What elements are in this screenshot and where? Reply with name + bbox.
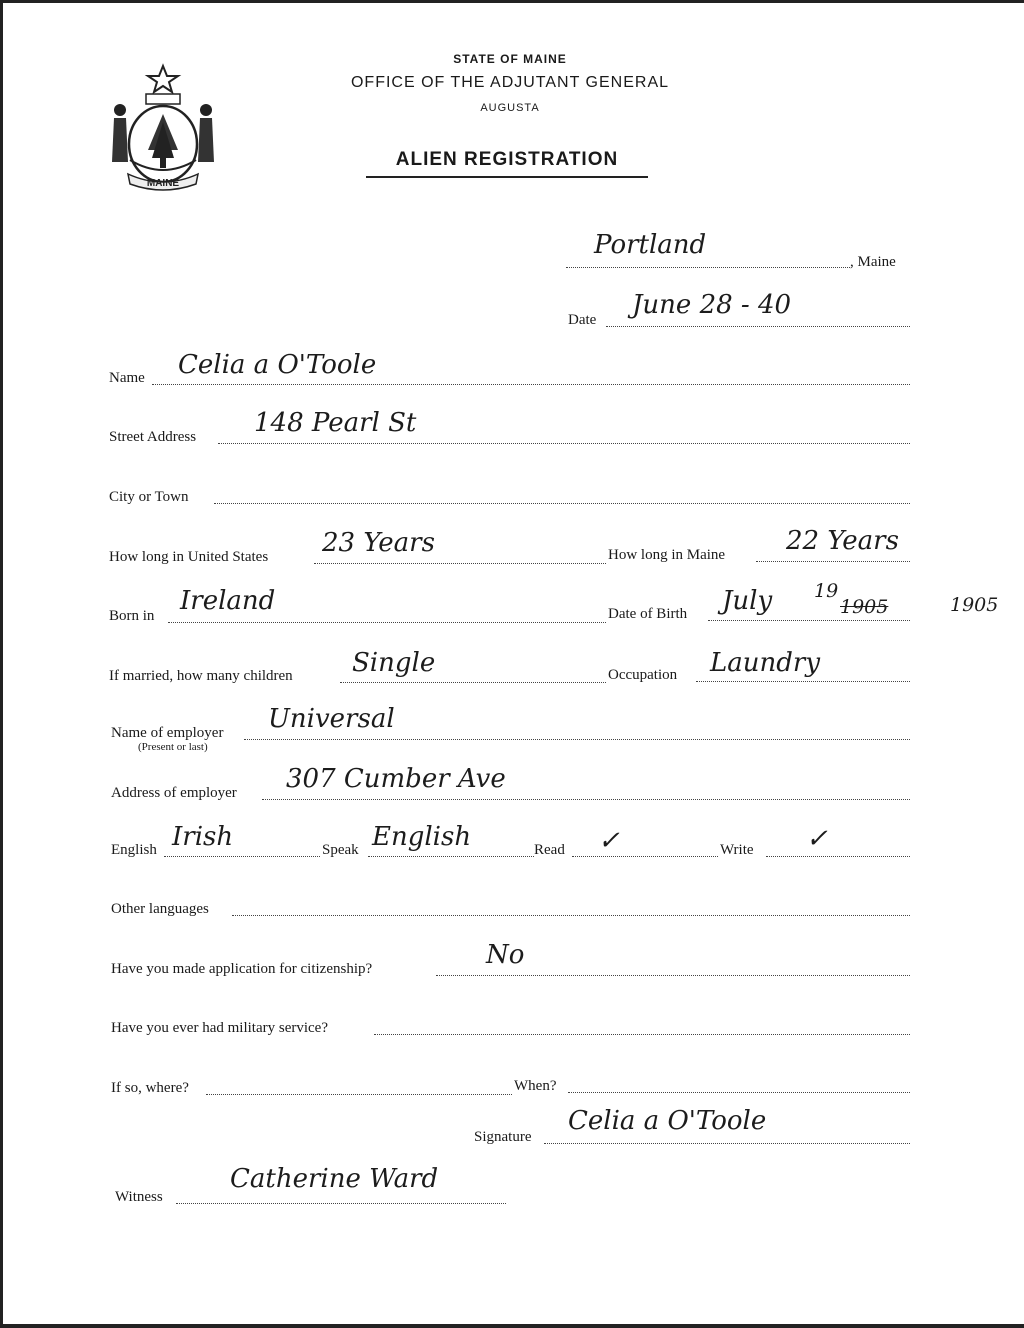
how-long-us-line	[314, 563, 606, 564]
write-line	[766, 856, 910, 857]
how-long-us-label: How long in United States	[109, 549, 269, 565]
military-label: Have you ever had military service?	[111, 1020, 328, 1036]
signature-label: Signature	[474, 1129, 532, 1145]
english-label: English	[111, 842, 157, 858]
employer-address-value: 307 Cumber Ave	[286, 764, 506, 794]
employer-name-line	[244, 739, 910, 740]
write-label: Write	[720, 842, 754, 858]
read-label: Read	[534, 842, 565, 858]
born-in-line	[168, 622, 606, 623]
scan-border-top	[0, 0, 1024, 3]
when-label: When?	[514, 1078, 557, 1094]
scan-border-bottom	[0, 1324, 1024, 1328]
write-value: ✓	[806, 824, 828, 854]
english-value: Irish	[172, 822, 234, 852]
street-address-label: Street Address	[109, 429, 197, 445]
signature-line	[544, 1143, 910, 1144]
when-line	[568, 1092, 910, 1093]
date-of-birth-year: 1905	[950, 594, 999, 616]
state-heading: STATE OF MAINE	[453, 52, 567, 66]
city-heading: AUGUSTA	[480, 102, 540, 114]
city-line	[566, 267, 850, 268]
read-line	[572, 856, 718, 857]
how-long-maine-line	[756, 561, 910, 562]
city-value: Portland	[594, 230, 707, 260]
citizenship-line	[436, 975, 910, 976]
title-underline	[366, 176, 648, 178]
city-or-town-line	[214, 503, 910, 504]
citizenship-label: Have you made application for citizenship?	[111, 961, 373, 977]
street-address-line	[218, 443, 910, 444]
speak-label: Speak	[322, 842, 359, 858]
name-value: Celia a O'Toole	[178, 350, 377, 380]
employer-note: (Present or last)	[138, 741, 208, 753]
witness-line	[176, 1203, 506, 1204]
name-label: Name	[109, 370, 145, 386]
born-in-value: Ireland	[180, 586, 276, 616]
witness-value: Catherine Ward	[230, 1164, 439, 1194]
speak-line	[368, 856, 534, 857]
children-label: If married, how many children	[109, 668, 293, 684]
children-value: Single	[352, 648, 436, 678]
date-of-birth-label: Date of Birth	[608, 606, 688, 622]
date-of-birth-struck-year: 1905	[840, 596, 889, 618]
citizenship-value: No	[486, 940, 525, 970]
employer-name-value: Universal	[268, 704, 395, 734]
other-languages-line	[232, 915, 910, 916]
name-line	[152, 384, 910, 385]
how-long-us-value: 23 Years	[322, 528, 435, 558]
office-heading: OFFICE OF THE ADJUTANT GENERAL	[350, 74, 670, 91]
date-line	[606, 326, 910, 327]
date-of-birth-day: 19	[814, 580, 839, 602]
how-long-maine-label: How long in Maine	[608, 547, 726, 563]
children-line	[340, 682, 606, 683]
signature-value: Celia a O'Toole	[568, 1106, 767, 1136]
maine-label: , Maine	[850, 254, 896, 270]
occupation-value: Laundry	[710, 648, 821, 678]
if-so-where-label: If so, where?	[111, 1080, 189, 1096]
speak-value: English	[372, 822, 472, 852]
born-in-label: Born in	[109, 608, 155, 624]
employer-address-label: Address of employer	[111, 785, 237, 801]
seal-banner-text: MAINE	[146, 178, 180, 189]
date-of-birth-month: July	[722, 586, 773, 616]
form-title: ALIEN REGISTRATION	[395, 149, 619, 170]
employer-name-label: Name of employer	[111, 725, 224, 741]
occupation-line	[696, 681, 910, 682]
maine-state-seal	[108, 62, 218, 192]
english-line	[164, 856, 320, 857]
witness-label: Witness	[115, 1189, 163, 1205]
date-value: June 28 - 40	[632, 290, 792, 320]
employer-address-line	[262, 799, 910, 800]
date-label: Date	[568, 312, 597, 328]
occupation-label: Occupation	[608, 667, 678, 683]
military-line	[374, 1034, 910, 1035]
how-long-maine-value: 22 Years	[786, 526, 899, 556]
other-languages-label: Other languages	[111, 901, 209, 917]
read-value: ✓	[598, 826, 620, 856]
street-address-value: 148 Pearl St	[254, 408, 417, 438]
city-or-town-label: City or Town	[109, 489, 189, 505]
if-so-where-line	[206, 1094, 512, 1095]
date-of-birth-line	[708, 620, 910, 621]
scan-border-left	[0, 0, 3, 1328]
